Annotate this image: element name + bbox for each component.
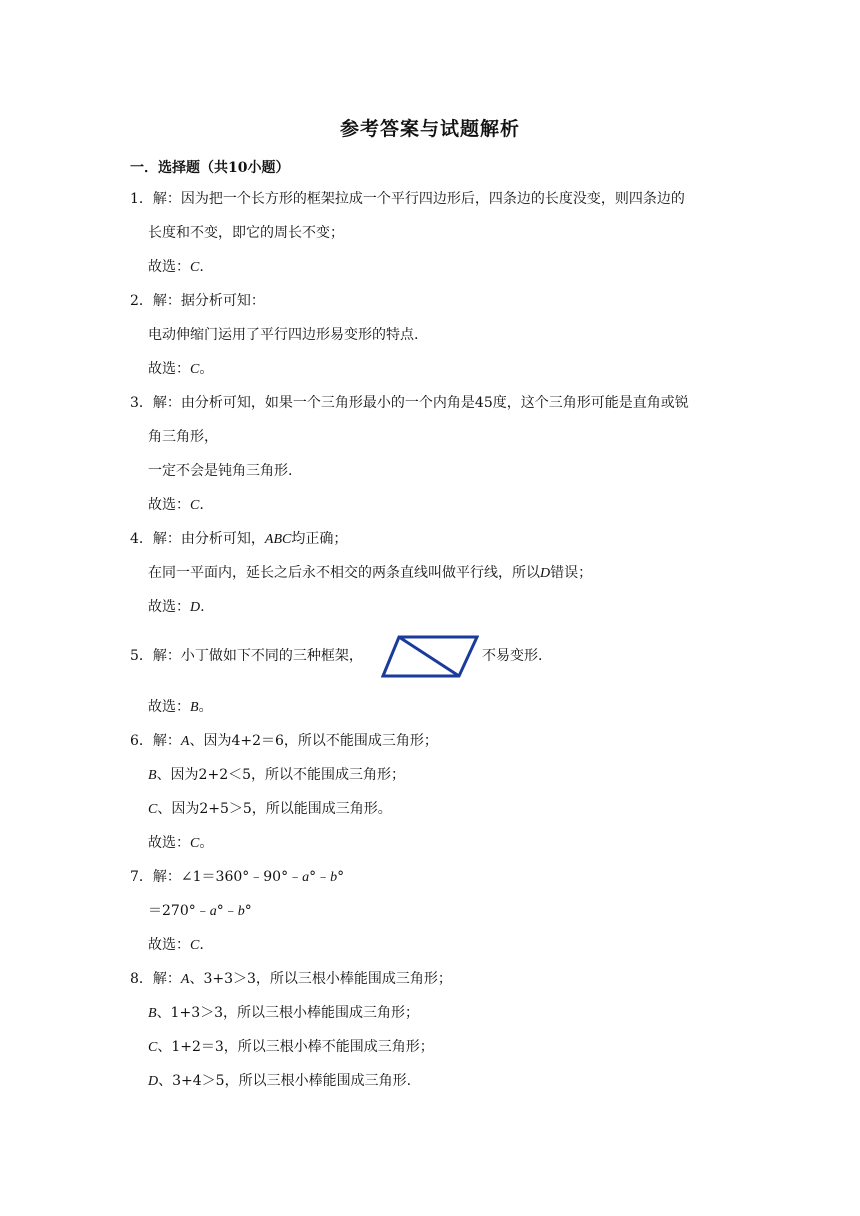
answer-choice: C [190,836,200,851]
q3-line-1: 3．解：由分析可知，如果一个三角形最小的一个内角是45度，这个三角形可能是直角或锐 [130,395,689,411]
degree-symbol: ° [337,869,345,885]
answer-prefix: 故选： [148,937,190,953]
text-prefix: 4．解：由分析可知， [130,531,265,547]
answer-choice: C [190,498,200,513]
degree-minus: °﹣ [309,869,331,885]
q8-line-1 [130,969,452,990]
q4-line-1 [130,529,347,550]
choice-letter: B [148,1006,157,1021]
q8-line-4 [148,1071,411,1092]
q1-answer [148,257,204,278]
q1-line-2: 长度和不变，即它的周长不变； [148,225,344,241]
diagonal-brace [399,637,459,676]
choice-letter: C [148,1040,158,1055]
choice-letter: B [148,768,157,783]
page-title: 参考答案与试题解析 [339,118,520,140]
parallelogram-frame-figure [381,633,479,679]
q7-line-2 [148,901,252,922]
answer-choice: C [190,938,200,953]
variable-b: b [237,904,245,919]
q2-answer [148,359,213,380]
q6-line-3 [148,799,392,820]
answer-prefix: 故选： [148,361,190,377]
text-suffix: 均正确； [291,531,348,547]
variable-a: a [209,904,217,919]
section-heading: 一．选择题（共10小题） [130,160,290,176]
text-suffix: 、1+3＞3，所以三根小棒能围成三角形； [156,1005,420,1021]
q6-line-2 [148,765,405,786]
choice-letter: D [148,1074,159,1089]
answer-suffix: 。 [198,699,213,715]
q4-answer [148,597,205,618]
text-suffix: 错误； [550,565,593,581]
choice-letters: ABC [264,532,292,547]
answer-suffix: 。 [199,835,214,851]
answer-prefix: 故选： [148,259,190,275]
variable-b: b [330,870,338,885]
q6-line-1 [130,731,438,752]
text-suffix: 、3+4＞5，所以三根小棒能围成三角形. [158,1073,412,1089]
q8-line-3 [148,1037,434,1058]
equation-prefix: 7．解：∠1＝360°﹣90°﹣ [130,869,303,885]
question-prefix: 6．解： [130,733,181,749]
text-suffix: 、因为2+2＜5，所以不能围成三角形； [156,767,406,783]
q2-line-1: 2．解：据分析可知： [130,293,265,309]
q6-answer [148,833,213,854]
question-prefix: 8．解： [130,971,181,987]
q8-line-2 [148,1003,419,1024]
text-prefix: 在同一平面内，延长之后永不相交的两条直线叫做平行线，所以 [148,565,540,581]
q5-answer [148,697,213,718]
q3-answer [148,495,204,516]
answer-prefix: 故选： [148,599,190,615]
q2-line-2: 电动伸缩门运用了平行四边形易变形的特点. [148,327,419,343]
answer-choice: C [190,260,200,275]
answer-prefix: 故选： [148,497,190,513]
q4-line-2 [148,563,592,584]
choice-letter: A [180,734,190,749]
degree-symbol: ° [244,903,252,919]
answer-prefix: 故选： [148,699,190,715]
choice-letter: C [148,802,158,817]
q7-line-1 [130,867,344,888]
equation-prefix: ＝270°﹣ [148,903,210,919]
q5-line-1-left: 5．解：小丁做如下不同的三种框架， [130,648,363,664]
answer-choice: D [190,600,201,615]
q7-answer [148,935,204,956]
q5-line-1-right: 不易变形. [482,648,543,664]
degree-minus: °﹣ [216,903,238,919]
answer-choice: C [190,362,200,377]
choice-letter: A [180,972,190,987]
answer-prefix: 故选： [148,835,190,851]
text-suffix: 、因为4+2＝6，所以不能围成三角形； [189,733,438,749]
answer-suffix: . [200,599,205,615]
text-suffix: 、3+3＞3，所以三根小棒能围成三角形； [189,971,452,987]
text-suffix: 、1+2＝3，所以三根小棒不能围成三角形； [157,1039,434,1055]
answer-suffix: . [199,497,204,513]
answer-choice: B [190,700,199,715]
q3-line-2: 角三角形， [148,429,218,445]
choice-letter: D [540,566,551,581]
text-suffix: 、因为2+5＞5，所以能围成三角形。 [157,801,392,817]
answer-suffix: . [199,937,204,953]
answer-suffix: . [199,259,204,275]
answer-suffix: 。 [199,361,214,377]
q3-line-3: 一定不会是钝角三角形. [148,463,293,479]
q1-line-1: 1．解：因为把一个长方形的框架拉成一个平行四边形后，四条边的长度没变，则四条边的 [130,191,685,207]
variable-a: a [302,870,310,885]
